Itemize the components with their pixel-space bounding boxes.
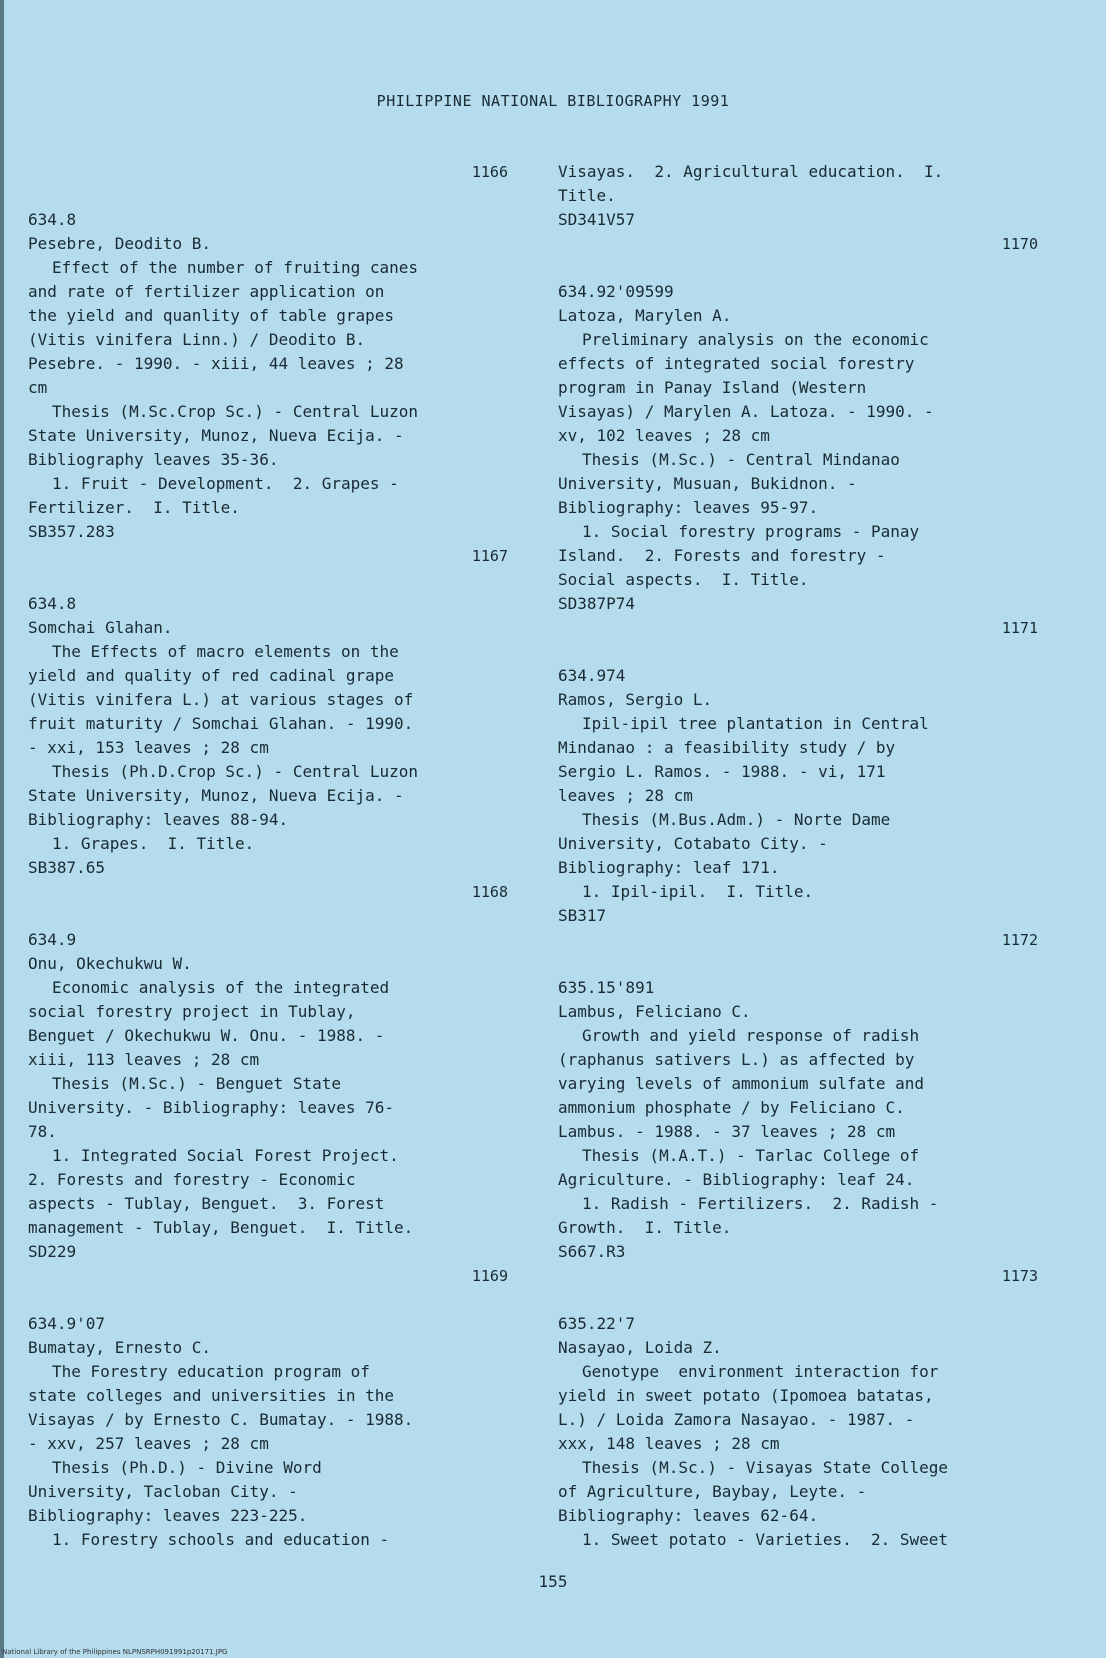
entry-line: (Vitis vinifera L.) at various stages of bbox=[28, 690, 414, 709]
entry-spacer bbox=[558, 1288, 1038, 1312]
entry-line: 1. Social forestry programs - Panay bbox=[582, 522, 920, 541]
entry-line: Thesis (Ph.D.Crop Sc.) - Central Luzon bbox=[52, 762, 419, 781]
entry-line: 1. Radish - Fertilizers. 2. Radish - bbox=[582, 1194, 939, 1213]
entry-line: SD341V57 bbox=[558, 210, 636, 229]
entry-line: Effect of the number of fruiting canes bbox=[52, 258, 419, 277]
entry-line: Bibliography: leaves 95-97. bbox=[558, 498, 819, 517]
entry-line: varying levels of ammonium sulfate and bbox=[558, 1074, 925, 1093]
entry-line: Growth and yield response of radish bbox=[582, 1026, 920, 1045]
entry-line: Growth. I. Title. bbox=[558, 1218, 732, 1237]
entry-number: 1168 bbox=[471, 883, 508, 901]
entry-line: Thesis (Ph.D.) - Divine Word bbox=[52, 1458, 322, 1477]
entry-line: the yield and quanlity of table grapes bbox=[28, 306, 395, 325]
entry-line: fruit maturity / Somchai Glahan. - 1990. bbox=[28, 714, 414, 733]
entry-line: Bumatay, Ernesto C. bbox=[28, 1338, 212, 1357]
entry-line: SD229 bbox=[28, 1242, 77, 1261]
entry-number: 1166 bbox=[471, 163, 508, 181]
entry-line: xxx, 148 leaves ; 28 cm bbox=[558, 1434, 780, 1453]
entry-line: Thesis (M.A.T.) - Tarlac College of bbox=[582, 1146, 920, 1165]
entry-line: Agriculture. - Bibliography: leaf 24. bbox=[558, 1170, 915, 1189]
entry-line: Island. 2. Forests and forestry - bbox=[558, 546, 886, 565]
entry-line: 1. Grapes. I. Title. bbox=[52, 834, 255, 853]
entry-line: Bibliography: leaves 223-225. bbox=[28, 1506, 308, 1525]
entry-line: Ramos, Sergio L. bbox=[558, 690, 713, 709]
entry-line: Latoza, Marylen A. bbox=[558, 306, 732, 325]
footer-credit: National Library of the Philippines NLPNSRPH091991p20171.JPG bbox=[2, 1648, 228, 1656]
entry-line: Thesis (M.Sc.) - Benguet State bbox=[52, 1074, 341, 1093]
entry-line: State University, Munoz, Nueva Ecija. - bbox=[28, 786, 404, 805]
entry-line: social forestry project in Tublay, bbox=[28, 1002, 356, 1021]
entry-line: program in Panay Island (Western bbox=[558, 378, 867, 397]
entry-number: 1172 bbox=[1001, 931, 1038, 949]
entry-line: University. - Bibliography: leaves 76- bbox=[28, 1098, 395, 1117]
entry-line: 1. Sweet potato - Varieties. 2. Sweet bbox=[582, 1530, 949, 1549]
entry-line: - xxi, 153 leaves ; 28 cm bbox=[28, 738, 269, 757]
left-column bbox=[28, 160, 508, 1552]
entry-line: ammonium phosphate / by Feliciano C. bbox=[558, 1098, 905, 1117]
entry-spacer bbox=[558, 952, 1038, 976]
entry-line: University, Musuan, Bukidnon. - bbox=[558, 474, 857, 493]
entry-line: Lambus, Feliciano C. bbox=[558, 1002, 751, 1021]
entry-line: of Agriculture, Baybay, Leyte. - bbox=[558, 1482, 867, 1501]
entry-line: Bibliography leaves 35-36. bbox=[28, 450, 279, 469]
entry-line: leaves ; 28 cm bbox=[558, 786, 693, 805]
entry-line: S667.R3 bbox=[558, 1242, 626, 1261]
entry-line: 1. Ipil-ipil. I. Title. bbox=[582, 882, 814, 901]
entry-line: state colleges and universities in the bbox=[28, 1386, 395, 1405]
entry-line: 635.22'7 bbox=[558, 1314, 636, 1333]
entry-line: Social aspects. I. Title. bbox=[558, 570, 809, 589]
entry-line: Visayas. 2. Agricultural education. I. bbox=[558, 162, 944, 181]
entry-line: aspects - Tublay, Benguet. 3. Forest bbox=[28, 1194, 385, 1213]
entry-line: Nasayao, Loida Z. bbox=[558, 1338, 722, 1357]
entry-line: 634.9 bbox=[28, 930, 77, 949]
entry-line: Bibliography: leaf 171. bbox=[558, 858, 780, 877]
entry-spacer bbox=[28, 904, 508, 928]
entry-number: 1169 bbox=[471, 1267, 508, 1285]
entry-line: 634.92'09599 bbox=[558, 282, 674, 301]
entry-line: 1. Fruit - Development. 2. Grapes - bbox=[52, 474, 399, 493]
entry-line: 634.8 bbox=[28, 594, 77, 613]
entry-line: cm bbox=[28, 378, 48, 397]
entry-line: (Vitis vinifera Linn.) / Deodito B. bbox=[28, 330, 366, 349]
entry-line: Mindanao : a feasibility study / by bbox=[558, 738, 896, 757]
entry-spacer bbox=[558, 256, 1038, 280]
entry-line: Sergio L. Ramos. - 1988. - vi, 171 bbox=[558, 762, 886, 781]
entry-line: Onu, Okechukwu W. bbox=[28, 954, 192, 973]
right-column bbox=[558, 160, 1038, 1552]
entry-line: Preliminary analysis on the economic bbox=[582, 330, 929, 349]
entry-line: Fertilizer. I. Title. bbox=[28, 498, 240, 517]
entry-line: Genotype environment interaction for bbox=[582, 1362, 939, 1381]
entry-number: 1171 bbox=[1001, 619, 1038, 637]
entry-line: SB387.65 bbox=[28, 858, 106, 877]
entry-spacer bbox=[28, 184, 508, 208]
entry-line: Thesis (M.Sc.) - Central Mindanao bbox=[582, 450, 900, 469]
entry-line: 2. Forests and forestry - Economic bbox=[28, 1170, 356, 1189]
page-number: 155 bbox=[538, 1572, 568, 1591]
entry-line: xv, 102 leaves ; 28 cm bbox=[558, 426, 770, 445]
entry-line: Lambus. - 1988. - 37 leaves ; 28 cm bbox=[558, 1122, 896, 1141]
entry-line: Title. bbox=[558, 186, 616, 205]
entry-line: effects of integrated social forestry bbox=[558, 354, 915, 373]
entry-spacer bbox=[28, 1288, 508, 1312]
entry-line: Economic analysis of the integrated bbox=[52, 978, 390, 997]
entry-line: 78. bbox=[28, 1122, 57, 1141]
entry-line: Benguet / Okechukwu W. Onu. - 1988. - bbox=[28, 1026, 385, 1045]
entry-line: 635.15'891 bbox=[558, 978, 655, 997]
entry-line: Pesebre, Deodito B. bbox=[28, 234, 212, 253]
entry-line: Visayas / by Ernesto C. Bumatay. - 1988. bbox=[28, 1410, 414, 1429]
entry-line: 1. Forestry schools and education - bbox=[52, 1530, 390, 1549]
entry-line: Somchai Glahan. bbox=[28, 618, 173, 637]
entry-line: yield in sweet potato (Ipomoea batatas, bbox=[558, 1386, 934, 1405]
entry-line: Thesis (M.Bus.Adm.) - Norte Dame bbox=[582, 810, 891, 829]
entry-line: SB317 bbox=[558, 906, 607, 925]
entry-line: Thesis (M.Sc.) - Visayas State College bbox=[582, 1458, 949, 1477]
entry-line: The Effects of macro elements on the bbox=[52, 642, 399, 661]
entry-number: 1170 bbox=[1001, 235, 1038, 253]
entry-line: yield and quality of red cadinal grape bbox=[28, 666, 395, 685]
entry-line: SD387P74 bbox=[558, 594, 636, 613]
entry-line: SB357.283 bbox=[28, 522, 115, 541]
entry-line: Thesis (M.Sc.Crop Sc.) - Central Luzon bbox=[52, 402, 419, 421]
entry-spacer bbox=[558, 640, 1038, 664]
entry-line: Ipil-ipil tree plantation in Central bbox=[582, 714, 929, 733]
entry-line: and rate of fertilizer application on bbox=[28, 282, 385, 301]
entry-line: 634.974 bbox=[558, 666, 626, 685]
entry-spacer bbox=[28, 568, 508, 592]
entry-line: State University, Munoz, Nueva Ecija. - bbox=[28, 426, 404, 445]
page-header: PHILIPPINE NATIONAL BIBLIOGRAPHY 1991 bbox=[376, 92, 730, 110]
page-edge bbox=[0, 0, 4, 1658]
entry-line: Bibliography: leaves 62-64. bbox=[558, 1506, 819, 1525]
entry-line: management - Tublay, Benguet. I. Title. bbox=[28, 1218, 414, 1237]
entry-line: 634.9'07 bbox=[28, 1314, 106, 1333]
entry-line: The Forestry education program of bbox=[52, 1362, 370, 1381]
entry-line: xiii, 113 leaves ; 28 cm bbox=[28, 1050, 260, 1069]
entry-line: - xxv, 257 leaves ; 28 cm bbox=[28, 1434, 269, 1453]
entry-number: 1167 bbox=[471, 547, 508, 565]
entry-line: 1. Integrated Social Forest Project. bbox=[52, 1146, 399, 1165]
entry-number: 1173 bbox=[1001, 1267, 1038, 1285]
entry-line: Pesebre. - 1990. - xiii, 44 leaves ; 28 bbox=[28, 354, 404, 373]
entry-line: Visayas) / Marylen A. Latoza. - 1990. - bbox=[558, 402, 934, 421]
entry-line: University, Cotabato City. - bbox=[558, 834, 828, 853]
entry-line: Bibliography: leaves 88-94. bbox=[28, 810, 289, 829]
entry-line: (raphanus sativers L.) as affected by bbox=[558, 1050, 915, 1069]
entry-line: University, Tacloban City. - bbox=[28, 1482, 298, 1501]
entry-line: 634.8 bbox=[28, 210, 77, 229]
entry-line: L.) / Loida Zamora Nasayao. - 1987. - bbox=[558, 1410, 915, 1429]
